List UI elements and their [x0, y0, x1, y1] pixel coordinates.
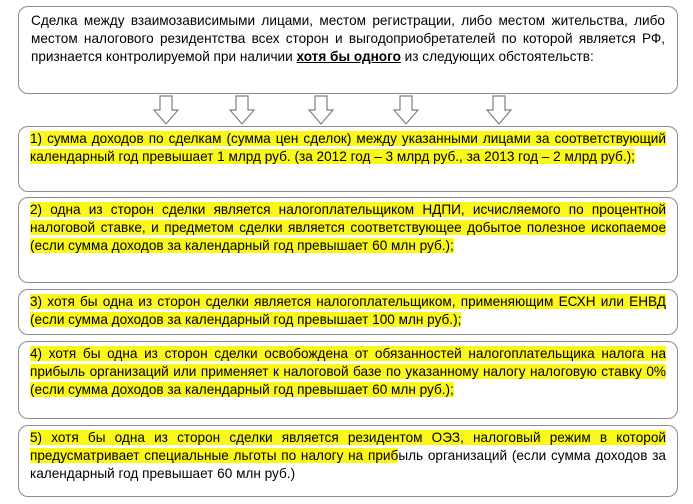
condition-text-3: 3) хотя бы одна из сторон сделки является налогоплательщиком, применяющим ЕСХН или ЕНВД (если сумма доходов за календарный год превышает 100 млн руб.);: [30, 294, 666, 327]
condition-box-3: [18, 289, 678, 335]
intro-emphasis: хотя бы одного: [296, 49, 401, 64]
intro-text-before: Сделка между взаимозависимыми лицами, местом регистрации, либо местом жительства, либо местом налогового резидентства всех сторон и выгодоприобретателей по которой является РФ, признается контролируемой при наличии: [31, 13, 665, 64]
condition-text-5-rest: ыль организаций (если сумма доходов за календарный год превышает 60 млн руб.): [30, 448, 666, 481]
down-arrow-icon: [394, 96, 418, 124]
down-arrow-icon: [309, 96, 333, 124]
condition-text-2: 2) одна из сторон сделки является налогоплательщиком НДПИ, исчисляемого по процентной налоговой ставке, и предметом сделки является соответствующее добытое полезное ископаемое (если сумма доходов за календарный год превышает 60 млн руб.);: [30, 202, 666, 253]
condition-box-5: [18, 425, 678, 497]
condition-box-2: [18, 197, 678, 283]
down-arrow-icon: [487, 96, 511, 124]
condition-box-4: [18, 341, 678, 419]
down-arrow-icon: [230, 96, 254, 124]
condition-box-1: [18, 126, 678, 192]
intro-box: [18, 6, 678, 94]
condition-text-5: 5) хотя бы одна из сторон сделки является резидентом ОЭЗ, налоговый режим в которой предусматривает специальные льготы по налогу на приб: [30, 430, 666, 463]
down-arrows: [0, 94, 693, 126]
condition-text-1: 1) сумма доходов по сделкам (сумма цен сделок) между указанными лицами за соответствующий календарный год превышает 1 млрд руб. (за 2012 год – 3 млрд руб., за 2013 год – 2 млрд руб.);: [30, 131, 666, 164]
condition-text-4: 4) хотя бы одна из сторон сделки освобождена от обязанностей налогоплательщика налога на прибыль организаций или применяет к налоговой базе по указанному налогу налоговую ставку 0% (если сумма доходов за календарный год превышает 60 млн руб.);: [30, 346, 666, 397]
down-arrow-icon: [154, 96, 178, 124]
intro-text-after: из следующих обстоятельств:: [400, 49, 594, 64]
